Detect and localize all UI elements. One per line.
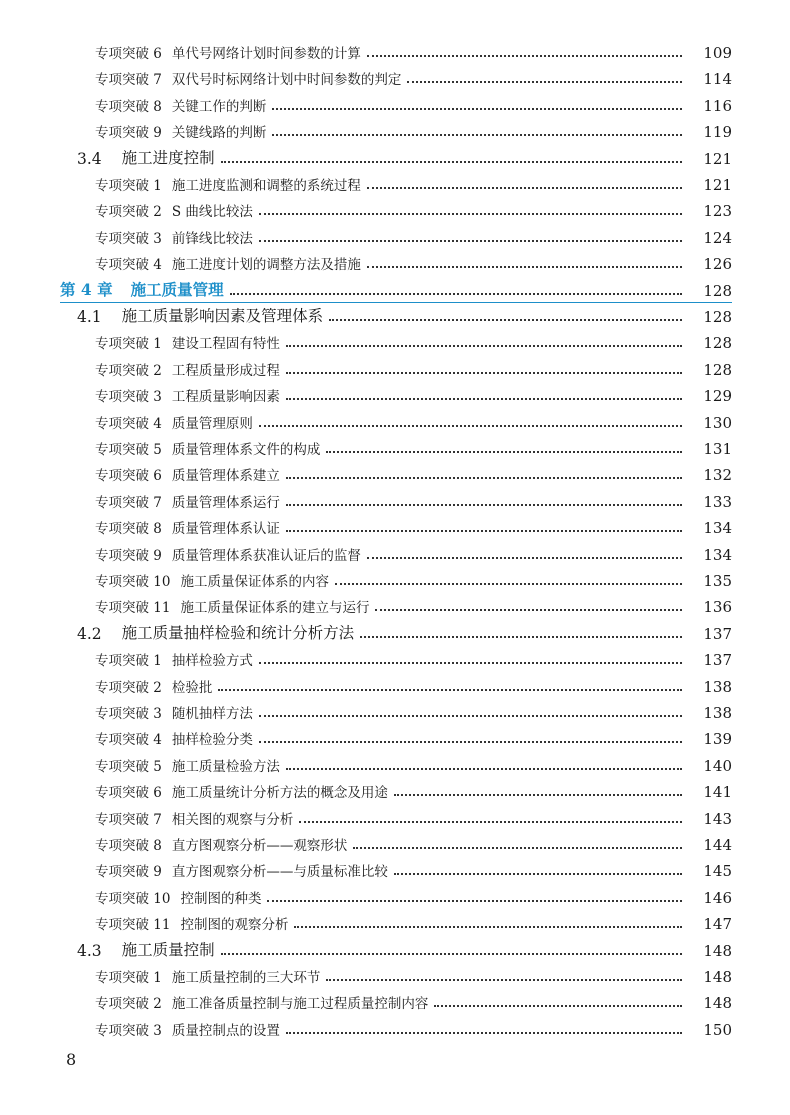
toc-entry-label	[77, 304, 323, 326]
toc-entry-label	[95, 781, 388, 801]
toc-entry-number: 专项突破 6	[95, 468, 162, 485]
toc-entry-title: 检验批	[171, 679, 213, 696]
toc-entry-label	[95, 808, 293, 828]
toc-entry-label	[95, 913, 288, 933]
toc-entry-number: 专项突破 7	[95, 811, 162, 828]
page-number: 8	[66, 1050, 77, 1069]
dot-leader	[286, 477, 682, 479]
toc-entry-label	[95, 544, 361, 564]
toc-entry-label	[77, 938, 215, 960]
toc-entry-title: 关键工作的判断	[171, 98, 267, 115]
toc-entry-page: 131	[703, 440, 732, 458]
toc-entry-title: 单代号网络计划时间参数的计算	[171, 46, 361, 62]
toc-entry-title: 施工进度控制	[121, 148, 215, 167]
toc-entry-item[interactable]	[0, 115, 790, 141]
toc-entry-title: 直方图观察分析——与质量标准比较	[171, 864, 388, 881]
toc-entry-page: 116	[703, 96, 732, 115]
toc-entry-label	[95, 200, 253, 220]
toc-entry-page: 126	[703, 255, 732, 274]
toc-entry-page: 114	[703, 70, 732, 89]
toc-entry-item[interactable]	[0, 353, 790, 379]
toc-entry-number: 专项突破 3	[95, 706, 162, 722]
dot-leader	[286, 372, 682, 374]
toc-entry-number: 专项突破 8	[95, 838, 162, 854]
toc-entry-title: 施工质量保证体系的内容	[180, 574, 329, 590]
toc-entry-number: 专项突破 11	[95, 917, 171, 934]
toc-entry-label	[95, 359, 280, 379]
toc-entry-label	[95, 174, 361, 194]
dot-leader	[259, 240, 682, 242]
toc-entry-number: 专项突破 2	[95, 996, 162, 1013]
toc-entry-page: 121	[703, 176, 732, 194]
dot-leader	[230, 293, 682, 295]
toc-entry-title: 前锋线比较法	[171, 230, 253, 247]
toc-entry-number: 专项突破 3	[95, 230, 162, 247]
toc-entry-label	[77, 146, 215, 168]
toc-entry-item[interactable]	[0, 379, 790, 405]
dot-leader	[335, 583, 682, 585]
dot-leader	[394, 873, 682, 875]
toc-entry-number: 专项突破 3	[95, 389, 162, 406]
toc-entry-title: 质量管理原则	[171, 415, 253, 432]
toc-entry-number: 专项突破 5	[95, 758, 162, 775]
toc-entry-label	[95, 596, 369, 616]
dot-leader	[367, 266, 682, 268]
toc-entry-number: 专项突破 8	[95, 98, 162, 115]
toc-entry-label	[95, 464, 280, 484]
toc-entry-item[interactable]	[0, 168, 790, 194]
toc-entry-chapter[interactable]	[0, 274, 790, 300]
toc-entry-page: 148	[703, 994, 732, 1013]
dot-leader	[394, 794, 682, 796]
toc-entry-section[interactable]	[0, 617, 790, 643]
toc-entry-item[interactable]	[0, 643, 790, 669]
toc-entry-item[interactable]	[0, 36, 790, 62]
dot-leader	[259, 425, 682, 427]
toc-entry-page: 121	[703, 149, 732, 168]
dot-leader	[267, 900, 682, 902]
toc-entry-item[interactable]	[0, 221, 790, 247]
toc-entry-label	[95, 412, 253, 432]
toc-entry-label	[95, 332, 280, 352]
toc-entry-title: 控制图的观察分析	[180, 917, 289, 934]
toc-entry-title: 抽样检验方式	[171, 653, 253, 670]
toc-entry-label	[95, 676, 212, 696]
toc-entry-title: 施工准备质量控制与施工过程质量控制内容	[171, 996, 429, 1013]
toc-entry-label	[95, 121, 266, 141]
toc-entry-number: 专项突破 7	[95, 72, 162, 89]
toc-entry-label	[95, 887, 261, 907]
toc-entry-page: 140	[703, 756, 732, 775]
toc-entry-title: 抽样检验分类	[171, 732, 253, 749]
dot-leader	[259, 715, 682, 717]
toc-entry-label	[95, 860, 388, 880]
toc-entry-title: 施工质量控制的三大环节	[171, 970, 321, 986]
toc-entry-page: 138	[703, 704, 732, 722]
toc-entry-number: 专项突破 2	[95, 362, 162, 379]
toc-entry-label	[77, 621, 354, 643]
toc-entry-label	[95, 755, 280, 775]
toc-entry-number: 专项突破 9	[95, 125, 162, 142]
toc-entry-label	[95, 42, 361, 62]
toc-entry-item[interactable]	[0, 432, 790, 458]
toc-entry-number: 4.3	[77, 941, 102, 960]
toc-entry-number: 专项突破 1	[95, 970, 162, 986]
toc-entry-label	[95, 68, 401, 88]
toc-entry-title: 施工质量保证体系的建立与运行	[180, 600, 370, 617]
dot-leader	[221, 953, 682, 955]
toc-entry-number: 专项突破 9	[95, 864, 162, 881]
toc-entry-number: 专项突破 10	[95, 574, 171, 590]
toc-entry-item[interactable]	[0, 775, 790, 801]
toc-entry-page: 130	[703, 413, 732, 432]
toc-entry-item[interactable]	[0, 749, 790, 775]
toc-entry-item[interactable]	[0, 802, 790, 828]
dot-leader	[286, 504, 682, 506]
toc-entry-number: 专项突破 4	[95, 415, 162, 432]
toc-entry-title: 直方图观察分析——观察形状	[171, 838, 348, 854]
toc-entry-section[interactable]	[0, 934, 790, 960]
toc-entry-number: 专项突破 6	[95, 785, 162, 802]
toc-entry-page: 139	[703, 730, 732, 749]
dot-leader	[286, 398, 682, 400]
toc-entry-page: 134	[703, 545, 732, 564]
toc-entry-number: 专项突破 8	[95, 521, 162, 538]
toc-entry-label	[95, 95, 266, 115]
toc-entry-page: 137	[703, 651, 732, 670]
toc-entry-number: 4.1	[77, 308, 102, 326]
toc-entry-page: 148	[703, 941, 732, 960]
toc-entry-page: 143	[703, 809, 732, 828]
toc-entry-title: 关键线路的判断	[171, 125, 267, 142]
toc-entry-item[interactable]	[0, 247, 790, 273]
toc-entry-label	[95, 702, 253, 722]
toc-entry-item[interactable]	[0, 1013, 790, 1039]
toc-entry-label	[95, 992, 428, 1012]
toc-entry-title: 质量管理体系文件的构成	[171, 442, 321, 458]
dot-leader	[272, 108, 682, 110]
toc-entry-title: 建设工程固有特性	[171, 336, 280, 353]
toc-entry-item[interactable]	[0, 907, 790, 933]
toc-entry-item[interactable]	[0, 511, 790, 537]
toc-entry-number: 3.4	[77, 149, 102, 168]
toc-entry-item[interactable]	[0, 696, 790, 722]
dot-leader	[286, 345, 682, 347]
dot-leader	[360, 636, 682, 638]
toc-entry-item[interactable]	[0, 406, 790, 432]
dot-leader	[326, 979, 682, 981]
toc-entry-number: 专项突破 2	[95, 204, 162, 221]
toc-entry-title: 质量管理体系认证	[171, 521, 280, 538]
toc-entry-number: 专项突破 7	[95, 494, 162, 511]
dot-leader	[218, 689, 682, 691]
toc-entry-label	[95, 438, 320, 458]
dot-leader	[367, 55, 682, 57]
toc-entry-page: 128	[703, 360, 732, 379]
toc-entry-page: 134	[703, 519, 732, 538]
toc-entry-title: 施工质量检验方法	[171, 758, 280, 775]
toc-entry-item[interactable]	[0, 828, 790, 854]
toc-entry-page: 150	[703, 1020, 732, 1039]
toc-entry-label	[60, 278, 224, 300]
toc-entry-page: 123	[703, 202, 732, 221]
toc-entry-label	[95, 834, 347, 854]
toc-entry-title: 施工质量控制	[121, 940, 215, 959]
toc-entry-title: 工程质量影响因素	[171, 389, 280, 406]
dot-leader	[407, 81, 682, 83]
toc-entry-label	[95, 227, 253, 247]
toc-entry-item[interactable]	[0, 590, 790, 616]
toc-entry-page: 135	[703, 572, 732, 590]
toc-entry-item[interactable]	[0, 89, 790, 115]
toc-entry-title: 控制图的种类	[180, 890, 262, 907]
toc-entry-item[interactable]	[0, 326, 790, 352]
toc-entry-number: 第 4 章	[60, 279, 113, 299]
toc-entry-title: 双代号时标网络计划中时间参数的判定	[171, 72, 402, 89]
dot-leader	[286, 1032, 682, 1034]
dot-leader	[367, 557, 682, 559]
toc-entry-item[interactable]	[0, 62, 790, 88]
toc-entry-page: 128	[703, 334, 732, 353]
toc-entry-title: S 曲线比较法	[171, 204, 253, 221]
dot-leader	[272, 134, 682, 136]
toc-entry-item[interactable]	[0, 458, 790, 484]
toc-entry-number: 专项突破 4	[95, 732, 162, 749]
dot-leader	[259, 662, 682, 664]
dot-leader	[367, 187, 682, 189]
toc-entry-page: 136	[703, 598, 732, 617]
toc-entry-page: 138	[703, 677, 732, 696]
dot-leader	[434, 1005, 682, 1007]
toc-entry-number: 专项突破 11	[95, 600, 171, 617]
dot-leader	[286, 530, 682, 532]
toc-entry-title: 施工进度计划的调整方法及措施	[171, 257, 361, 274]
toc-entry-item[interactable]	[0, 564, 790, 590]
toc-entry-item[interactable]	[0, 538, 790, 564]
toc-entry-number: 专项突破 9	[95, 547, 162, 564]
toc-entry-label	[95, 728, 253, 748]
dot-leader	[299, 821, 682, 823]
toc-entry-page: 128	[703, 281, 732, 300]
toc-entry-item[interactable]	[0, 881, 790, 907]
toc-entry-page: 109	[703, 44, 732, 62]
toc-entry-label	[95, 649, 253, 669]
toc-entry-number: 专项突破 4	[95, 257, 162, 274]
dot-leader	[259, 741, 682, 743]
toc-entry-label	[95, 253, 361, 273]
toc-entry-page: 147	[703, 915, 732, 934]
toc-entry-label	[95, 491, 280, 511]
dot-leader	[326, 451, 682, 453]
dot-leader	[221, 161, 682, 163]
toc-entry-page: 146	[703, 888, 732, 907]
toc-entry-item[interactable]	[0, 986, 790, 1012]
toc-entry-page: 145	[703, 862, 732, 881]
toc-entry-page: 144	[703, 836, 732, 854]
toc-entry-page: 119	[703, 123, 732, 142]
toc-entry-number: 专项突破 5	[95, 442, 162, 458]
toc-entry-item[interactable]	[0, 485, 790, 511]
toc-entry-title: 施工质量管理	[130, 279, 224, 299]
toc-entry-title: 工程质量形成过程	[171, 362, 280, 379]
toc-entry-label	[95, 966, 320, 986]
dot-leader	[286, 768, 682, 770]
dot-leader	[259, 213, 682, 215]
toc-entry-page: 128	[703, 308, 732, 326]
toc-entry-page: 132	[703, 466, 732, 485]
dot-leader	[375, 609, 682, 611]
toc-entry-label	[95, 1019, 280, 1039]
toc-entry-number: 专项突破 1	[95, 653, 162, 670]
toc-entry-title: 质量管理体系获准认证后的监督	[171, 547, 361, 564]
toc-entry-number: 专项突破 1	[95, 336, 162, 353]
toc-entry-number: 专项突破 6	[95, 46, 162, 62]
toc-entry-item[interactable]	[0, 960, 790, 986]
toc-entry-title: 施工质量抽样检验和统计分析方法	[121, 623, 355, 642]
toc-entry-title: 施工质量影响因素及管理体系	[121, 307, 324, 325]
toc-entry-label	[95, 517, 280, 537]
toc-entry-title: 施工质量统计分析方法的概念及用途	[171, 785, 388, 802]
toc-entry-item[interactable]	[0, 854, 790, 880]
toc-entry-number: 专项突破 1	[95, 178, 162, 194]
toc-entry-page: 129	[703, 387, 732, 406]
toc-entry-page: 124	[703, 228, 732, 247]
toc-entry-section[interactable]	[0, 142, 790, 168]
toc-entry-title: 随机抽样方法	[171, 706, 253, 722]
toc-entry-page: 141	[703, 783, 732, 802]
toc-entry-title: 质量管理体系建立	[171, 468, 280, 485]
toc-entry-title: 相关图的观察与分析	[171, 811, 294, 828]
toc-entry-item[interactable]	[0, 670, 790, 696]
toc-entry-label	[95, 570, 329, 590]
dot-leader	[294, 926, 682, 928]
toc-entry-page: 137	[703, 624, 732, 643]
toc-entry-number: 专项突破 3	[95, 1022, 162, 1039]
toc-entry-page: 133	[703, 492, 732, 511]
toc-entry-title: 质量管理体系运行	[171, 494, 280, 511]
toc-entry-page: 148	[703, 968, 732, 986]
toc-entry-number: 专项突破 2	[95, 679, 162, 696]
toc-entry-number: 专项突破 10	[95, 890, 171, 907]
toc-entry-number: 4.2	[77, 624, 102, 643]
toc-entry-item[interactable]	[0, 722, 790, 748]
toc-entry-item[interactable]	[0, 194, 790, 220]
toc-entry-title: 质量控制点的设置	[171, 1022, 280, 1039]
toc-entry-title: 施工进度监测和调整的系统过程	[171, 178, 361, 194]
toc-entry-section[interactable]	[0, 300, 790, 326]
dot-leader	[329, 319, 682, 321]
dot-leader	[353, 847, 682, 849]
toc-entry-label	[95, 385, 280, 405]
